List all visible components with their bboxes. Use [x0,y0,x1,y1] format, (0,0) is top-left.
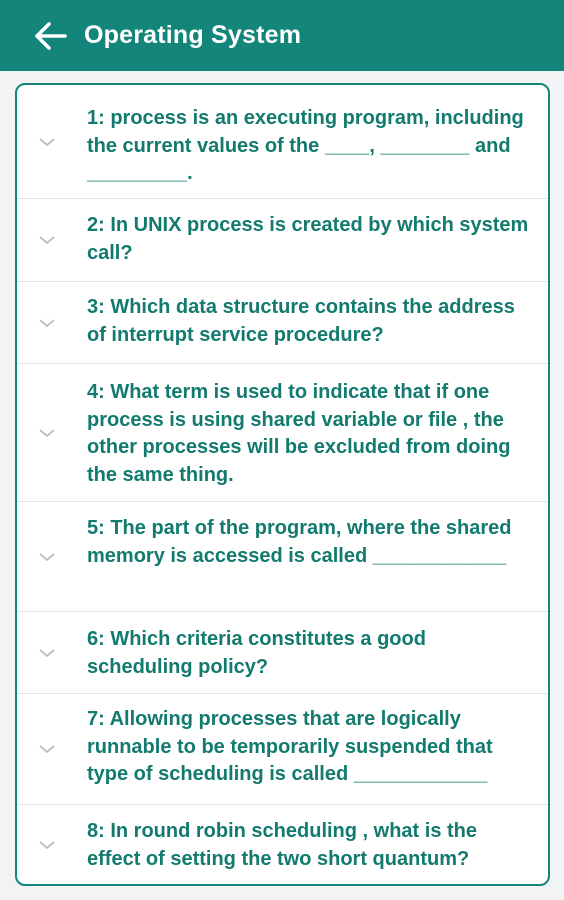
question-item-4[interactable] [17,364,548,502]
arrow-left-icon [33,21,67,51]
chevron-down-icon[interactable] [37,551,57,563]
question-item-6[interactable] [17,612,548,694]
question-text: 7: Allowing processes that are logically runnable to be temporarily suspended that type of scheduling is called ____________ [87,708,493,785]
question-item-3[interactable] [17,282,548,364]
chevron-down-icon[interactable] [37,234,57,246]
page-title: Operating System [84,21,302,49]
chevron-down-icon[interactable] [37,839,57,851]
question-text: 2: In UNIX process is created by which system call? [87,214,529,264]
question-text: 5: The part of the program, where the shared memory is accessed is called ____________ [87,517,512,567]
question-item-8[interactable] [17,805,548,884]
app-bar [0,0,564,71]
chevron-down-icon[interactable] [37,743,57,755]
question-list [15,83,550,886]
question-text: 3: Which data structure contains the address of interrupt service procedure? [87,296,515,346]
question-text: 4: What term is used to indicate that if one process is using shared variable or file , the other processes will be excluded from doing the same thing. [87,381,511,486]
back-button[interactable] [30,16,70,56]
chevron-down-icon[interactable] [37,136,57,148]
chevron-down-icon[interactable] [37,427,57,439]
chevron-down-icon[interactable] [37,647,57,659]
question-text: 6: Which criteria constitutes a good scheduling policy? [87,628,426,678]
question-item-1[interactable] [17,85,548,199]
chevron-down-icon[interactable] [37,317,57,329]
question-text: 8: In round robin scheduling , what is the effect of setting the two short quantum? [87,820,478,870]
question-item-5[interactable] [17,502,548,612]
question-item-7[interactable] [17,694,548,805]
question-text: 1: process is an executing program, including the current values of the ____, ________ and _________. [87,107,524,184]
question-item-2[interactable] [17,199,548,282]
